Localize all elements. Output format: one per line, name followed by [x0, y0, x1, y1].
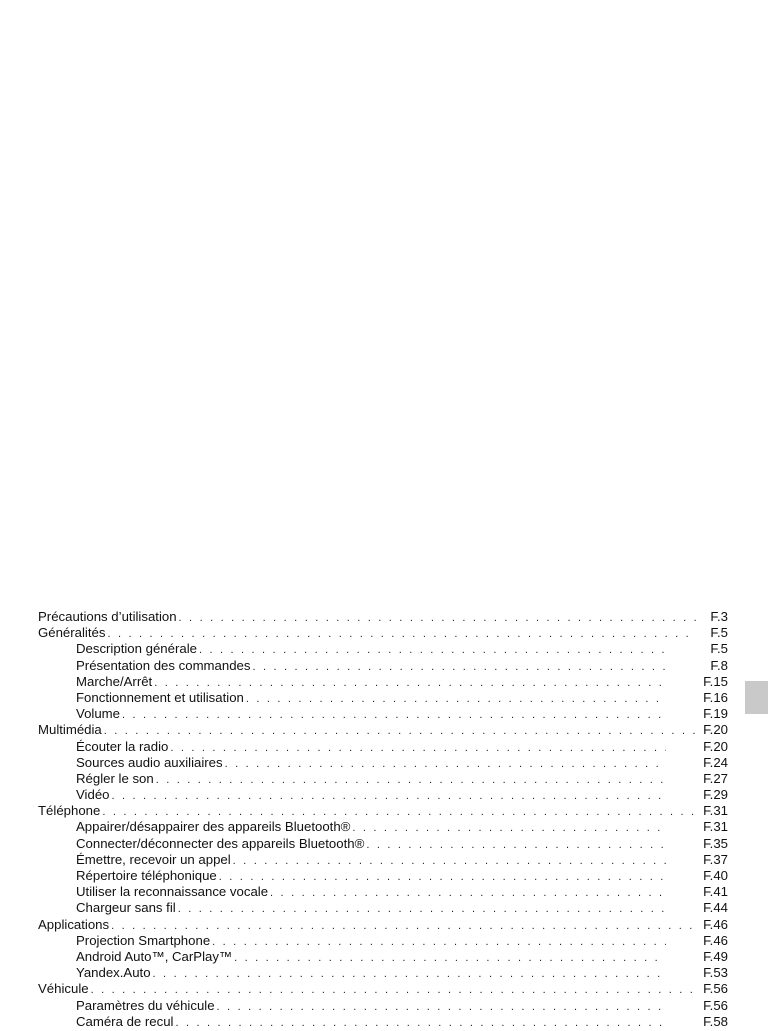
toc-entry-title: Généralités — [38, 625, 106, 641]
toc-entry[interactable] — [38, 609, 728, 625]
toc-entry-title: Paramètres du véhicule — [76, 997, 215, 1013]
toc-entry-title: Yandex.Auto — [76, 965, 151, 981]
toc-entry-page: F.20 — [703, 722, 728, 738]
toc-entry-title: Description générale — [76, 641, 197, 657]
toc-entry-page: F.24 — [703, 754, 728, 770]
dot-leader — [366, 837, 666, 853]
toc-entry-title: Écouter la radio — [76, 738, 169, 754]
toc-entry-page: F.31 — [703, 819, 728, 835]
toc-entry-title: Projection Smartphone — [76, 932, 211, 948]
toc-entry-page: F.53 — [703, 965, 728, 981]
toc-entry-title: Appairer/désappairer des appareils Bluetooth® — [76, 819, 351, 835]
toc-entry[interactable] — [38, 706, 728, 722]
toc-entry-page: F.5 — [710, 625, 728, 641]
toc-entry-title: Utiliser la reconnaissance vocale — [76, 884, 269, 900]
toc-entry[interactable] — [38, 641, 728, 657]
toc-entry[interactable] — [38, 690, 728, 706]
toc-entry-page: F.8 — [710, 657, 728, 673]
toc-entry-page: F.19 — [703, 706, 728, 722]
toc-entry-page: F.37 — [703, 851, 728, 867]
dot-leader — [154, 675, 666, 691]
toc-entry-title: Multimédia — [38, 722, 102, 738]
toc-entry-title: Marche/Arrêt — [76, 673, 153, 689]
toc-entry-title: Volume — [76, 706, 120, 722]
toc-entry-page: F.49 — [703, 948, 728, 964]
toc-entry[interactable] — [38, 1014, 728, 1030]
toc-entry-title: Téléphone — [38, 803, 101, 819]
toc-entry-title: Fonctionnement et utilisation — [76, 689, 244, 705]
toc-entry-title: Caméra de recul — [76, 1013, 174, 1029]
section-tab — [745, 681, 768, 714]
dot-leader — [153, 966, 666, 982]
toc-entry-title: Présentation des commandes — [76, 657, 251, 673]
dot-leader — [199, 642, 666, 658]
toc-entry-page: F.46 — [703, 916, 728, 932]
toc-entry-page: F.16 — [703, 689, 728, 705]
toc-entry-page: F.44 — [703, 900, 728, 916]
toc-entry-title: Véhicule — [38, 981, 89, 997]
dot-leader — [179, 610, 696, 626]
dot-leader — [219, 869, 666, 885]
toc-entry[interactable] — [38, 917, 728, 933]
toc-entry[interactable] — [38, 722, 728, 738]
dot-leader — [212, 934, 666, 950]
dot-leader — [234, 950, 666, 966]
toc-entry[interactable] — [38, 981, 728, 997]
dot-leader — [122, 707, 666, 723]
toc-entry-title: Connecter/déconnecter des appareils Bluetooth® — [76, 835, 365, 851]
dot-leader — [246, 691, 666, 707]
toc-entry-page: F.56 — [703, 981, 728, 997]
dot-leader — [111, 918, 696, 934]
toc-entry-page: F.5 — [710, 641, 728, 657]
dot-leader — [178, 901, 666, 917]
dot-leader — [225, 756, 666, 772]
toc-entry[interactable] — [38, 965, 728, 981]
toc-entry-page: F.15 — [703, 673, 728, 689]
toc-entry-title: Répertoire téléphonique — [76, 868, 217, 883]
toc-entry-page: F.56 — [703, 997, 728, 1013]
toc-entry[interactable] — [38, 884, 728, 900]
toc-entry-title: Chargeur sans fil — [76, 900, 176, 916]
dot-leader — [270, 885, 666, 901]
dot-leader — [156, 772, 666, 788]
toc-entry-title: Sources audio auxiliaires — [76, 754, 223, 770]
toc-entry-title: Régler le son — [76, 770, 154, 786]
toc-entry-title: Android Auto™, CarPlay™ — [76, 948, 233, 964]
dot-leader — [217, 999, 666, 1015]
toc-entry[interactable] — [38, 787, 728, 803]
toc-entry-title: Émettre, recevoir un appel — [76, 851, 231, 867]
toc-entry-page: F.41 — [703, 884, 728, 900]
toc-entry[interactable] — [38, 755, 728, 771]
dot-leader — [112, 788, 667, 804]
toc-entry[interactable] — [38, 949, 728, 965]
toc-entry[interactable] — [38, 933, 728, 949]
dot-leader — [233, 853, 666, 869]
toc-entry-title: Vidéo — [76, 787, 110, 803]
dot-leader — [352, 820, 666, 836]
toc-entry[interactable] — [38, 868, 728, 884]
dot-leader — [170, 740, 666, 756]
toc-entry-title: Applications — [38, 916, 110, 932]
dot-leader — [252, 659, 666, 675]
dot-leader — [107, 626, 696, 642]
toc-entry-page: F.58 — [703, 1013, 728, 1029]
toc-entry-page: F.20 — [703, 738, 728, 754]
toc-entry-page: F.31 — [703, 803, 728, 819]
toc-entry[interactable] — [38, 803, 728, 819]
toc-entry[interactable] — [38, 819, 728, 835]
toc-entry[interactable] — [38, 836, 728, 852]
toc-entry[interactable] — [38, 900, 728, 916]
dot-leader — [91, 982, 696, 998]
toc-entry[interactable] — [38, 739, 728, 755]
toc-entry[interactable] — [38, 625, 728, 641]
dot-leader — [102, 804, 696, 820]
table-of-contents — [38, 609, 728, 1030]
toc-entry-page: F.3 — [710, 609, 728, 624]
toc-entry[interactable] — [38, 658, 728, 674]
toc-entry[interactable] — [38, 771, 728, 787]
toc-entry[interactable] — [38, 852, 728, 868]
toc-entry-page: F.46 — [703, 932, 728, 948]
toc-entry-page: F.40 — [703, 868, 728, 883]
toc-entry-page: F.35 — [703, 835, 728, 851]
toc-entry-title: Précautions d’utilisation — [38, 609, 177, 624]
toc-entry-page: F.27 — [703, 770, 728, 786]
toc-entry[interactable] — [38, 998, 728, 1014]
dot-leader — [104, 723, 696, 739]
dot-leader — [175, 1015, 666, 1031]
toc-entry-page: F.29 — [703, 787, 728, 803]
toc-entry[interactable] — [38, 674, 728, 690]
